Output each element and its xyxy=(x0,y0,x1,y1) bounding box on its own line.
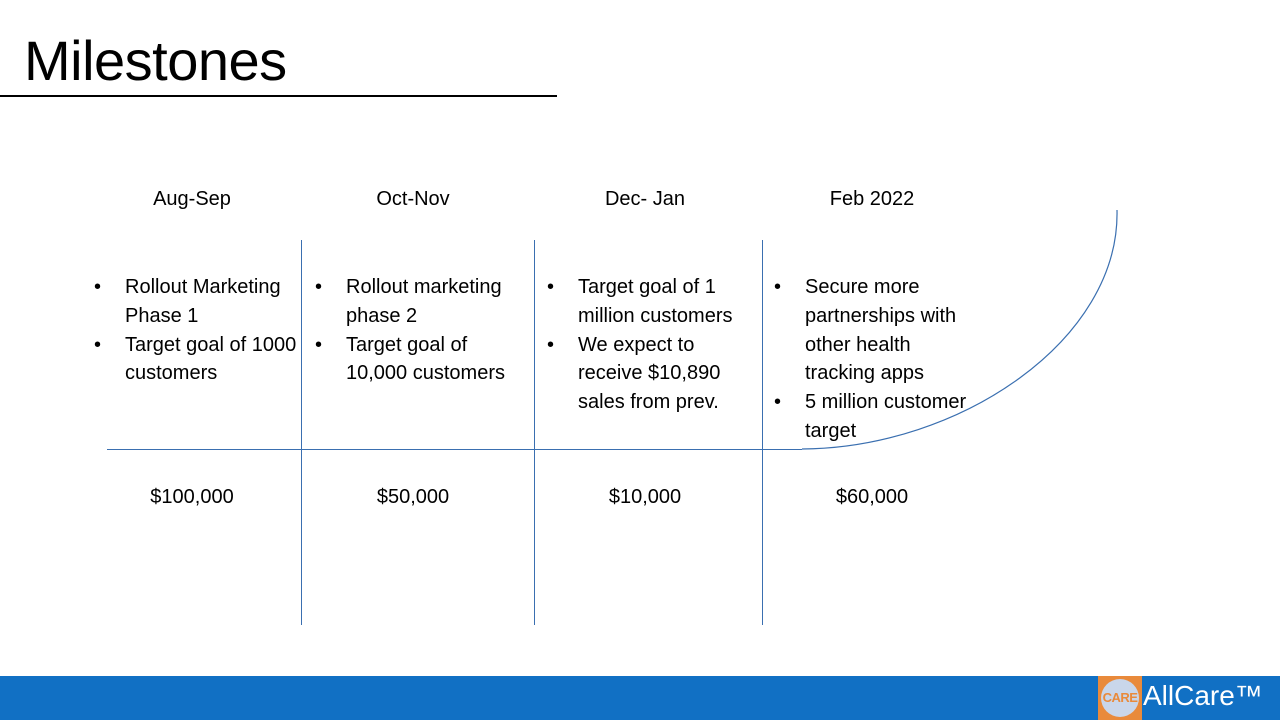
milestone-item: • Target goal of 1 million customers xyxy=(547,273,747,331)
column-divider-3 xyxy=(762,240,763,625)
budget-amount-3: $10,000 xyxy=(608,486,682,508)
milestone-item: • 5 million customer target xyxy=(774,388,974,446)
column-divider-2 xyxy=(534,240,535,625)
period-header-2: Oct-Nov xyxy=(376,188,450,210)
milestone-list-3 xyxy=(547,273,747,417)
budget-amount-2: $50,000 xyxy=(376,486,450,508)
period-header-3: Dec- Jan xyxy=(604,188,686,210)
column-divider-1 xyxy=(301,240,302,625)
logo-text: CARE xyxy=(1101,679,1139,717)
milestone-item: • Secure more partnerships with other health tracking apps xyxy=(774,273,974,388)
milestone-item: • Rollout Marketing Phase 1 xyxy=(94,273,298,331)
slide-title: Milestones xyxy=(24,29,287,92)
title-underline xyxy=(0,95,557,97)
milestone-list-4 xyxy=(774,273,974,446)
milestone-list-2 xyxy=(315,273,521,388)
period-header-4: Feb 2022 xyxy=(829,188,915,210)
timeline-axis xyxy=(107,449,802,450)
footer-bar xyxy=(0,676,1280,720)
period-header-1: Aug-Sep xyxy=(153,188,231,210)
brand-name: AllCare™ xyxy=(1143,680,1263,711)
milestone-item: • We expect to receive $10,890 sales from prev. xyxy=(547,331,747,417)
budget-amount-4: $60,000 xyxy=(835,486,909,508)
milestone-item: • Target goal of 10,000 customers xyxy=(315,331,521,389)
milestone-list-1 xyxy=(94,273,298,388)
milestone-item: • Target goal of 1000 customers xyxy=(94,331,298,389)
budget-amount-1: $100,000 xyxy=(150,486,234,508)
milestone-item: • Rollout marketing phase 2 xyxy=(315,273,521,331)
